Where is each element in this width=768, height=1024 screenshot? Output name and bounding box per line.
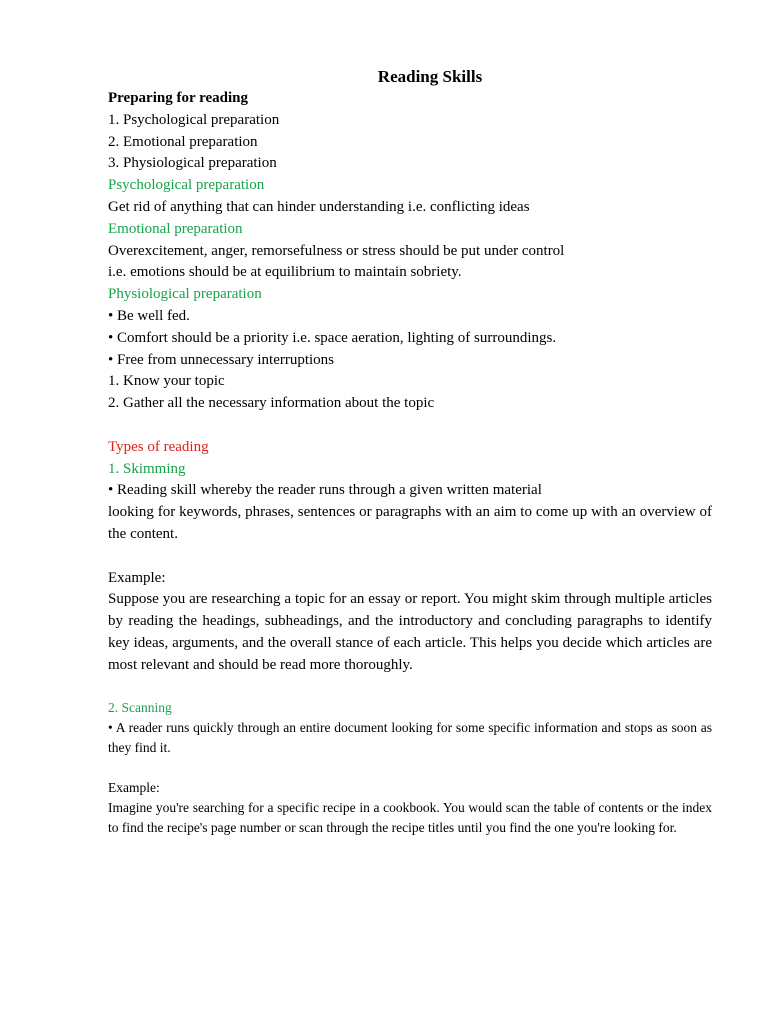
physiological-heading: Physiological preparation (108, 286, 262, 303)
spacer (108, 758, 712, 778)
spacer (108, 677, 712, 699)
psychological-heading: Psychological preparation (108, 177, 265, 194)
physiological-numbered: 2. Gather all the necessary information about the topic (108, 395, 435, 412)
preparing-item: 1. Psychological preparation (108, 111, 280, 128)
psychological-text: Get rid of anything that can hinder understanding i.e. conflicting ideas (108, 198, 530, 215)
physiological-bullet: • Free from unnecessary interruptions (108, 351, 335, 368)
spacer (108, 546, 712, 568)
skimming-example-label: Example: (108, 569, 166, 586)
spacer (108, 415, 712, 437)
skimming-bullet: • Reading skill whereby the reader runs through a given written material (108, 482, 542, 499)
preparing-item: 2. Emotional preparation (108, 133, 258, 150)
emotional-text: Overexcitement, anger, remorsefulness or stress should be put under control (108, 242, 565, 259)
physiological-bullet: • Comfort should be a priority i.e. space aeration, lighting of surroundings. (108, 329, 557, 346)
skimming-heading: 1. Skimming (108, 460, 186, 477)
physiological-numbered: 1. Know your topic (108, 373, 225, 390)
physiological-bullet: • Be well fed. (108, 307, 190, 324)
emotional-heading: Emotional preparation (108, 220, 243, 237)
preparing-item: 3. Physiological preparation (108, 155, 277, 172)
preparing-heading: Preparing for reading (108, 90, 248, 106)
scanning-bullet: • A reader runs quickly through an entire document looking for some specific information and stops as soon as they find it. (108, 720, 712, 756)
scanning-heading: 2. Scanning (108, 700, 172, 716)
scanning-example-label: Example: (108, 780, 160, 796)
emotional-text: i.e. emotions should be at equilibrium to maintain sobriety. (108, 264, 462, 281)
scanning-example-text: Imagine you're searching for a specific recipe in a cookbook. You would scan the table of contents or the index to find the recipe's page number or scan through the recipe titles until you find the one you're looking for. (108, 800, 712, 836)
page-title: Reading Skills (377, 67, 483, 86)
document-page (108, 66, 712, 838)
skimming-example-text: Suppose you are researching a topic for an essay or report. You might skim through multiple articles by reading the headings, subheadings, and the introductory and concluding paragraphs to identify key ideas, arguments, and the overall stance of each article. This helps you decide which articles are most relevant and should be read more thoroughly. (108, 591, 712, 673)
skimming-continuation: looking for keywords, phrases, sentences or paragraphs with an aim to come up with an overview of the content. (108, 504, 712, 542)
types-heading: Types of reading (108, 438, 209, 455)
